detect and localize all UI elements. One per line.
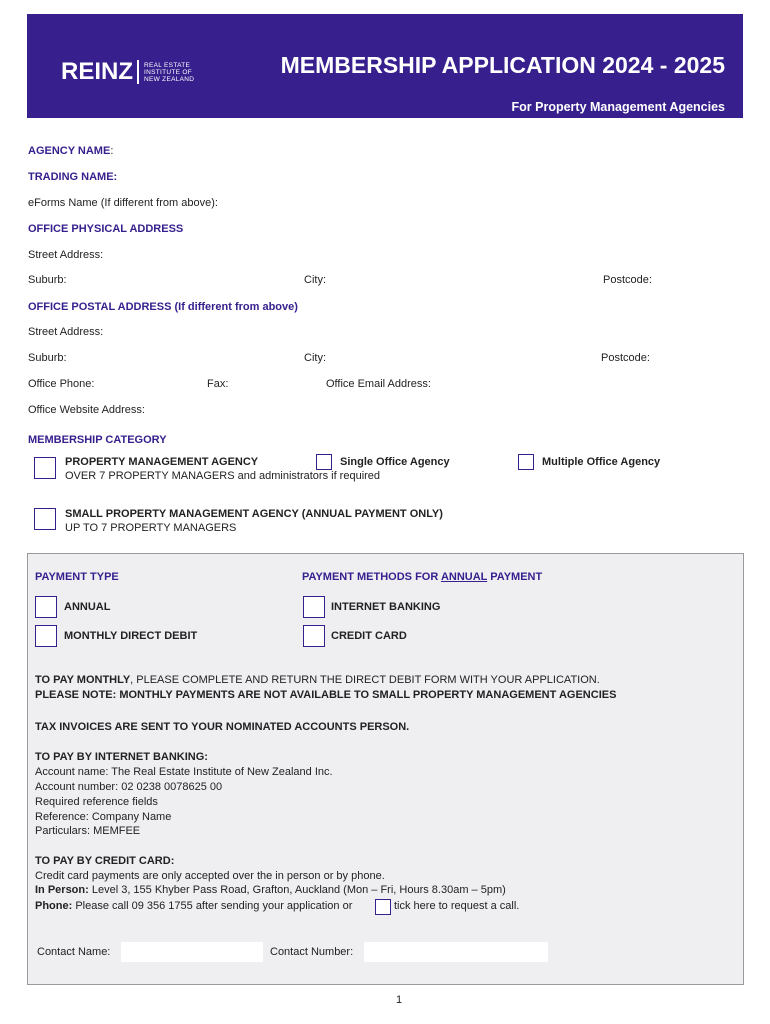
annual-label: ANNUAL: [64, 601, 111, 613]
required-reference: Required reference fields: [35, 796, 158, 808]
page-title: MEMBERSHIP APPLICATION 2024 - 2025: [280, 52, 725, 78]
physical-city-label: City:: [304, 274, 326, 286]
fax-label: Fax:: [207, 378, 229, 390]
contact-number-input[interactable]: [364, 942, 548, 962]
page-number: 1: [396, 994, 403, 1006]
pma-title: PROPERTY MANAGEMENT AGENCY: [65, 456, 259, 468]
credit-card-checkbox[interactable]: [303, 625, 325, 647]
postal-suburb-label: Suburb:: [28, 352, 67, 364]
contact-number-label: Contact Number:: [270, 946, 354, 958]
header-banner: [27, 14, 743, 118]
payment-methods-heading: PAYMENT METHODS FOR ANNUAL PAYMENT: [302, 571, 543, 583]
internet-banking-heading: TO PAY BY INTERNET BANKING:: [35, 751, 208, 763]
physical-postcode-label: Postcode:: [603, 274, 652, 286]
monthly-note: TO PAY MONTHLY, PLEASE COMPLETE AND RETURN THE DIRECT DEBIT FORM WITH YOUR APPLICATION.: [35, 674, 600, 686]
credit-card-label: CREDIT CARD: [331, 630, 407, 642]
small-pma-checkbox[interactable]: [34, 508, 56, 530]
page-subtitle: For Property Management Agencies: [511, 100, 725, 114]
annual-checkbox[interactable]: [35, 596, 57, 618]
phone-line: Phone: Please call 09 356 1755 after sending your application or: [35, 900, 353, 912]
postal-postcode-label: Postcode:: [601, 352, 650, 364]
small-pma-description: UP TO 7 PROPERTY MANAGERS: [65, 522, 237, 534]
physical-suburb-label: Suburb:: [28, 274, 67, 286]
eforms-name-label: eForms Name (If different from above):: [28, 197, 218, 209]
monthly-debit-checkbox[interactable]: [35, 625, 57, 647]
contact-name-input[interactable]: [121, 942, 263, 962]
physical-address-heading: OFFICE PHYSICAL ADDRESS: [28, 223, 184, 235]
pma-checkbox[interactable]: [34, 457, 56, 479]
multiple-office-checkbox[interactable]: [518, 454, 534, 470]
reference: Reference: Company Name: [35, 811, 172, 823]
multiple-office-label: Multiple Office Agency: [542, 456, 661, 468]
reinz-logo: [61, 58, 194, 86]
account-number: Account number: 02 0238 0078625 00: [35, 781, 223, 793]
logo-divider: [137, 60, 139, 84]
contact-name-label: Contact Name:: [37, 946, 111, 958]
particulars: Particulars: MEMFEE: [35, 825, 141, 837]
office-phone-label: Office Phone:: [28, 378, 95, 390]
office-website-label: Office Website Address:: [28, 404, 145, 416]
request-call-label: tick here to request a call.: [394, 900, 520, 912]
single-office-checkbox[interactable]: [316, 454, 332, 470]
please-note: PLEASE NOTE: MONTHLY PAYMENTS ARE NOT AVAILABLE TO SMALL PROPERTY MANAGEMENT AGENCIES: [35, 689, 617, 701]
logo-subtitle: REAL ESTATE INSTITUTE OF NEW ZEALAND: [144, 61, 195, 83]
postal-address-heading: OFFICE POSTAL ADDRESS (If different from above): [28, 301, 298, 313]
single-office-label: Single Office Agency: [340, 456, 450, 468]
logo-wordmark: REINZ: [61, 58, 133, 85]
office-email-label: Office Email Address:: [326, 378, 431, 390]
account-name: Account name: The Real Estate Institute of New Zealand Inc.: [35, 766, 333, 778]
request-call-checkbox[interactable]: [375, 899, 391, 915]
internet-banking-label: INTERNET BANKING: [331, 601, 441, 613]
credit-card-heading: TO PAY BY CREDIT CARD:: [35, 855, 175, 867]
in-person-line: In Person: Level 3, 155 Khyber Pass Road, Grafton, Auckland (Mon – Fri, Hours 8.30am – 5pm): [35, 884, 506, 896]
postal-city-label: City:: [304, 352, 326, 364]
membership-category-heading: MEMBERSHIP CATEGORY: [28, 434, 167, 446]
small-pma-title: SMALL PROPERTY MANAGEMENT AGENCY (ANNUAL PAYMENT ONLY): [65, 508, 443, 520]
monthly-debit-label: MONTHLY DIRECT DEBIT: [64, 630, 198, 642]
postal-street-label: Street Address:: [28, 326, 104, 338]
pma-description: OVER 7 PROPERTY MANAGERS and administrators if required: [65, 470, 381, 482]
trading-name-label: TRADING NAME:: [28, 171, 118, 183]
tax-invoices-note: TAX INVOICES ARE SENT TO YOUR NOMINATED ACCOUNTS PERSON.: [35, 721, 410, 733]
credit-card-line: Credit card payments are only accepted over the in person or by phone.: [35, 870, 385, 882]
internet-banking-checkbox[interactable]: [303, 596, 325, 618]
payment-type-heading: PAYMENT TYPE: [35, 571, 119, 583]
agency-name-label: AGENCY NAME:: [28, 145, 114, 157]
physical-street-label: Street Address:: [28, 249, 104, 261]
